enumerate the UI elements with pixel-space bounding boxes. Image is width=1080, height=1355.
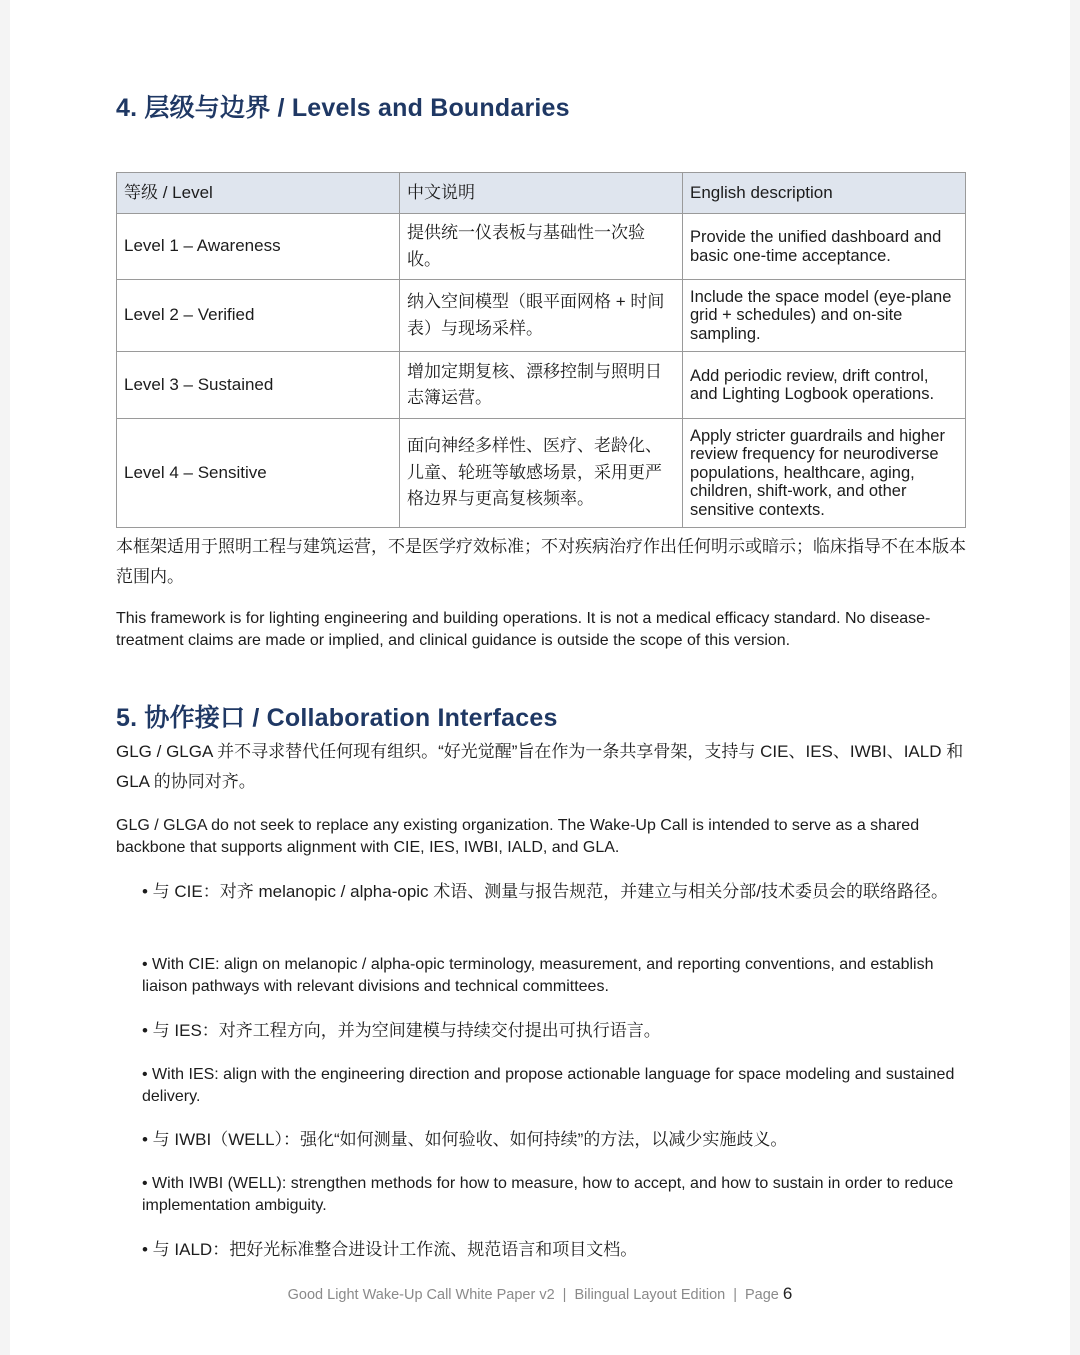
en-description-cell: Apply stricter guardrails and higher review frequency for neurodiverse populations, healthcare, aging, children, shift-work, and other sensitive contexts. — [683, 419, 966, 528]
table-row — [117, 419, 966, 528]
header-chinese-description: 中文说明 — [400, 173, 683, 214]
zh-description-cell: 增加定期复核、漂移控制与照明日志簿运营。 — [400, 352, 683, 419]
level-cell: Level 1 – Awareness — [117, 214, 400, 280]
section-5-intro-english: GLG / GLGA do not seek to replace any existing organization. The Wake-Up Call is intended to serve as a shared backbone that supports alignment with CIE, IES, IWBI, IALD, and GLA. — [116, 817, 920, 856]
table-row — [117, 352, 966, 419]
footer-doc-title: Good Light Wake-Up Call White Paper v2 — [287, 1287, 555, 1303]
zh-description-cell: 纳入空间模型（眼平面网格 + 时间表）与现场采样。 — [400, 280, 683, 352]
header-level: 等级 / Level — [117, 173, 400, 214]
bullet-iald-chinese: • 与 IALD：把好光标准整合进设计工作流、规范语言和项目文档。 — [142, 1240, 638, 1259]
footer-separator: | — [562, 1287, 567, 1303]
bullet-ies-chinese: • 与 IES：对齐工程方向，并为空间建模与持续交付提出可执行语言。 — [142, 1021, 661, 1040]
bullet-ies-english: • With IES: align with the engineering direction and propose actionable language for space modeling and sustained delivery. — [142, 1066, 955, 1105]
footer-edition: Bilingual Layout Edition — [574, 1287, 726, 1303]
en-description-cell: Add periodic review, drift control, and Lighting Logbook operations. — [683, 352, 966, 419]
section-4-title: 4. 层级与边界 / Levels and Boundaries — [116, 94, 570, 122]
zh-description-cell: 提供统一仪表板与基础性一次验收。 — [400, 214, 683, 280]
zh-description-cell: 面向神经多样性、医疗、老龄化、儿童、轮班等敏感场景，采用更严格边界与更高复核频率。 — [400, 419, 683, 528]
page-footer — [10, 1284, 1070, 1304]
section-5-title: 5. 协作接口 / Collaboration Interfaces — [116, 704, 558, 732]
table-row — [117, 214, 966, 280]
table-row — [117, 280, 966, 352]
level-cell: Level 4 – Sensitive — [117, 419, 400, 528]
bullet-iwbi-english: • With IWBI (WELL): strengthen methods for how to measure, how to accept, and how to sustain in order to reduce implementation ambiguity. — [142, 1175, 954, 1214]
disclaimer-chinese: 本框架适用于照明工程与建筑运营，不是医学疗效标准；不对疾病治疗作出任何明示或暗示；临床指导不在本版本范围内。 — [116, 537, 966, 586]
section-5-intro-chinese: GLG / GLGA 并不寻求替代任何现有组织。“好光觉醒”旨在作为一条共享骨架，支持与 CIE、IES、IWBI、IALD 和 GLA 的协同对齐。 — [116, 742, 964, 791]
levels-table — [116, 172, 966, 528]
table-header-row — [117, 173, 966, 214]
bullet-iwbi-chinese: • 与 IWBI（WELL）：强化“如何测量、如何验收、如何持续”的方法，以减少实施歧义。 — [142, 1130, 788, 1149]
document-page — [10, 0, 1070, 1355]
bullet-cie-english: • With CIE: align on melanopic / alpha-opic terminology, measurement, and reporting conventions, and establish liaison pathways with relevant divisions and technical committees. — [142, 956, 934, 995]
en-description-cell: Provide the unified dashboard and basic one-time acceptance. — [683, 214, 966, 280]
en-description-cell: Include the space model (eye-plane grid + schedules) and on-site sampling. — [683, 280, 966, 352]
header-english-description: English description — [683, 173, 966, 214]
bullet-cie-chinese: • 与 CIE：对齐 melanopic / alpha-opic 术语、测量与报告规范，并建立与相关分部/技术委员会的联络路径。 — [142, 882, 949, 901]
level-cell: Level 3 – Sustained — [117, 352, 400, 419]
footer-page-label: Page — [744, 1287, 779, 1303]
footer-separator: | — [733, 1287, 737, 1303]
footer-page-number: 6 — [782, 1284, 793, 1303]
level-cell: Level 2 – Verified — [117, 280, 400, 352]
disclaimer-english: This framework is for lighting engineering and building operations. It is not a medical efficacy standard. No disease-treatment claims are made or implied, and clinical guidance is outside the scope of this version. — [116, 610, 931, 649]
